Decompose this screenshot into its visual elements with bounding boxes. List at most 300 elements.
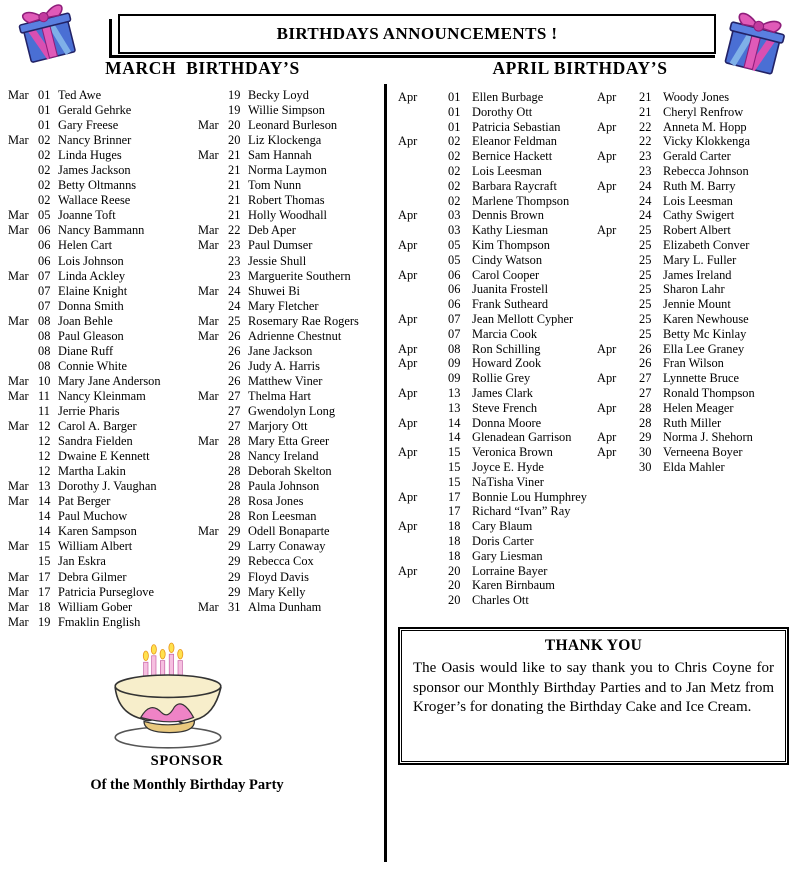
birthday-row bbox=[198, 238, 388, 253]
day-number: 06 bbox=[38, 238, 51, 253]
birthday-row bbox=[8, 178, 198, 193]
month-label bbox=[398, 120, 448, 135]
thank-you-inner bbox=[401, 630, 786, 762]
day-number: 06 bbox=[448, 267, 461, 282]
day-number: 21 bbox=[639, 104, 652, 119]
person-name: Judy A. Harris bbox=[248, 358, 320, 373]
person-name: Karen Sampson bbox=[58, 524, 137, 539]
person-name: NaTisha Viner bbox=[472, 474, 544, 489]
person-name: Willie Simpson bbox=[248, 103, 325, 118]
birthday-row bbox=[597, 342, 797, 357]
birthday-row bbox=[8, 208, 198, 223]
birthday-row bbox=[597, 208, 797, 223]
day-number: 14 bbox=[38, 494, 51, 509]
birthday-row bbox=[398, 593, 598, 608]
person-name: Fmaklin English bbox=[58, 614, 141, 629]
birthday-row bbox=[198, 88, 388, 103]
day-number: 26 bbox=[639, 341, 652, 356]
day-number: 12 bbox=[38, 464, 51, 479]
birthday-row bbox=[198, 524, 388, 539]
birthday-row bbox=[198, 419, 388, 434]
day-number: 26 bbox=[228, 373, 241, 388]
day-number: 15 bbox=[448, 445, 461, 460]
month-label: Mar bbox=[198, 328, 219, 343]
person-name: Fran Wilson bbox=[663, 356, 724, 371]
person-name: Gary Liesman bbox=[472, 548, 543, 563]
person-name: Bonnie Lou Humphrey bbox=[472, 489, 587, 504]
person-name: Jerrie Pharis bbox=[58, 403, 120, 418]
day-number: 05 bbox=[38, 208, 51, 223]
birthday-row bbox=[198, 103, 388, 118]
birthday-row bbox=[8, 554, 198, 569]
person-name: Ella Lee Graney bbox=[663, 341, 745, 356]
person-name: Ruth M. Barry bbox=[663, 178, 736, 193]
month-label: Apr bbox=[398, 267, 418, 282]
person-name: Charles Ott bbox=[472, 593, 529, 608]
day-number: 15 bbox=[38, 554, 51, 569]
month-label: Apr bbox=[597, 445, 617, 460]
day-number: 08 bbox=[448, 341, 461, 356]
day-number: 02 bbox=[448, 149, 461, 164]
month-label: Mar bbox=[198, 599, 219, 614]
person-name: Vicky Klokkenga bbox=[663, 134, 751, 149]
birthday-row bbox=[8, 615, 198, 630]
birthday-row bbox=[8, 344, 198, 359]
month-label bbox=[597, 327, 639, 342]
month-label bbox=[8, 554, 38, 569]
birthday-row bbox=[8, 570, 198, 585]
person-name: James Clark bbox=[472, 385, 533, 400]
month-label bbox=[198, 539, 228, 554]
month-label bbox=[198, 299, 228, 314]
person-name: Frank Sutheard bbox=[472, 297, 549, 312]
person-name: Joanne Toft bbox=[58, 208, 116, 223]
birthday-row bbox=[597, 134, 797, 149]
day-number: 27 bbox=[228, 419, 241, 434]
month-label: Apr bbox=[398, 445, 418, 460]
day-number: 07 bbox=[38, 298, 51, 313]
birthday-row bbox=[597, 179, 797, 194]
month-label bbox=[198, 344, 228, 359]
month-label bbox=[198, 554, 228, 569]
birthday-row bbox=[198, 434, 388, 449]
month-label bbox=[198, 208, 228, 223]
day-number: 31 bbox=[228, 599, 241, 614]
month-label: Mar bbox=[198, 223, 219, 238]
birthday-row bbox=[597, 282, 797, 297]
day-number: 25 bbox=[639, 311, 652, 326]
birthday-row bbox=[398, 164, 598, 179]
day-number: 24 bbox=[639, 208, 652, 223]
thank-you-body: The Oasis would like to say thank you to Chris Coyne for sponsor our Monthly Birthday Parties and to Jan Metz from Kroger’s for donating the Birthday Cake and Ice Cream. bbox=[413, 660, 774, 715]
birthday-row bbox=[398, 268, 598, 283]
birthday-row bbox=[398, 179, 598, 194]
day-number: 29 bbox=[228, 554, 241, 569]
person-name: Larry Conaway bbox=[248, 539, 326, 554]
month-label bbox=[597, 386, 639, 401]
day-number: 24 bbox=[228, 283, 241, 298]
month-label: Mar bbox=[198, 118, 219, 133]
person-name: Jessie Shull bbox=[248, 253, 307, 268]
day-number: 28 bbox=[228, 494, 241, 509]
day-number: 19 bbox=[228, 103, 241, 118]
person-name: Deborah Skelton bbox=[248, 464, 332, 479]
person-name: Liz Klockenga bbox=[248, 133, 322, 148]
month-label: Apr bbox=[398, 489, 418, 504]
day-number: 21 bbox=[228, 208, 241, 223]
person-name: Sandra Fielden bbox=[58, 434, 133, 449]
birthday-row bbox=[398, 208, 598, 223]
person-name: Paul Dumser bbox=[248, 238, 313, 253]
month-label: Apr bbox=[398, 237, 418, 252]
birthday-row bbox=[597, 430, 797, 445]
birthday-row bbox=[597, 223, 797, 238]
person-name: Mary Kelly bbox=[248, 584, 306, 599]
day-number: 15 bbox=[38, 539, 51, 554]
month-label bbox=[398, 105, 448, 120]
birthday-row bbox=[198, 178, 388, 193]
person-name: Mary Etta Greer bbox=[248, 434, 330, 449]
month-label bbox=[8, 464, 38, 479]
person-name: Gerald Gehrke bbox=[58, 103, 132, 118]
birthday-row bbox=[398, 490, 598, 505]
birthday-row bbox=[597, 371, 797, 386]
day-number: 21 bbox=[228, 193, 241, 208]
birthday-row bbox=[8, 509, 198, 524]
day-number: 28 bbox=[228, 449, 241, 464]
person-name: Elizabeth Conver bbox=[663, 237, 750, 252]
birthday-row bbox=[198, 404, 388, 419]
day-number: 13 bbox=[38, 479, 51, 494]
day-number: 13 bbox=[448, 400, 461, 415]
day-number: 08 bbox=[38, 328, 51, 343]
birthday-row bbox=[198, 299, 388, 314]
month-label bbox=[198, 269, 228, 284]
month-label: Mar bbox=[8, 584, 29, 599]
birthday-row bbox=[398, 253, 598, 268]
birthday-row bbox=[8, 494, 198, 509]
day-number: 18 bbox=[38, 599, 51, 614]
day-number: 12 bbox=[38, 419, 51, 434]
day-number: 27 bbox=[639, 371, 652, 386]
month-label: Mar bbox=[8, 539, 29, 554]
birthday-row bbox=[198, 585, 388, 600]
birthday-row bbox=[398, 371, 598, 386]
person-name: Ronald Thompson bbox=[663, 385, 755, 400]
month-label: Apr bbox=[398, 385, 418, 400]
person-name: Doris Carter bbox=[472, 533, 534, 548]
day-number: 23 bbox=[639, 163, 652, 178]
month-label bbox=[597, 134, 639, 149]
day-number: 03 bbox=[448, 223, 461, 238]
month-label: Apr bbox=[597, 90, 617, 104]
month-label bbox=[597, 208, 639, 223]
month-label bbox=[398, 401, 448, 416]
month-label: Apr bbox=[597, 400, 617, 415]
person-name: Lois Leesman bbox=[663, 193, 733, 208]
birthday-row bbox=[8, 193, 198, 208]
month-label bbox=[398, 282, 448, 297]
day-number: 06 bbox=[38, 223, 51, 238]
day-number: 09 bbox=[448, 356, 461, 371]
birthday-row bbox=[398, 549, 598, 564]
day-number: 20 bbox=[448, 563, 461, 578]
month-label bbox=[198, 133, 228, 148]
person-name: Donna Moore bbox=[472, 415, 542, 430]
birthday-row bbox=[398, 312, 598, 327]
person-name: Juanita Frostell bbox=[472, 282, 549, 297]
person-name: Anneta M. Hopp bbox=[663, 119, 747, 134]
month-label bbox=[8, 118, 38, 133]
march-heading: MARCH BIRTHDAY’S bbox=[105, 58, 300, 78]
person-name: Marlene Thompson bbox=[472, 193, 570, 208]
person-name: James Jackson bbox=[58, 163, 131, 178]
month-label: Mar bbox=[198, 238, 219, 253]
birthday-row bbox=[597, 194, 797, 209]
month-label: Mar bbox=[198, 313, 219, 328]
month-label bbox=[8, 238, 38, 253]
person-name: Rosemary Rae Rogers bbox=[248, 313, 359, 328]
person-name: Marjory Ott bbox=[248, 419, 308, 434]
day-number: 11 bbox=[38, 388, 50, 403]
month-label bbox=[597, 238, 639, 253]
day-number: 28 bbox=[228, 509, 241, 524]
birthday-cake-icon bbox=[104, 638, 232, 752]
birthday-row bbox=[8, 539, 198, 554]
day-number: 29 bbox=[228, 584, 241, 599]
month-label bbox=[597, 282, 639, 297]
person-name: Debra Gilmer bbox=[58, 569, 127, 584]
month-label bbox=[597, 105, 639, 120]
person-name: Cary Blaum bbox=[472, 519, 533, 534]
person-name: Elda Mahler bbox=[663, 459, 725, 474]
month-label bbox=[398, 223, 448, 238]
month-label bbox=[198, 585, 228, 600]
month-label bbox=[398, 179, 448, 194]
person-name: Rollie Grey bbox=[472, 371, 531, 386]
day-number: 20 bbox=[448, 578, 461, 593]
birthday-row bbox=[597, 401, 797, 416]
birthday-row bbox=[8, 449, 198, 464]
month-label: Mar bbox=[198, 434, 219, 449]
month-label: Mar bbox=[8, 268, 29, 283]
person-name: Odell Bonaparte bbox=[248, 524, 330, 539]
person-name: William Gober bbox=[58, 599, 133, 614]
birthday-row bbox=[398, 105, 598, 120]
month-label: Mar bbox=[8, 569, 29, 584]
person-name: Helen Cart bbox=[58, 238, 113, 253]
day-number: 01 bbox=[38, 118, 51, 133]
day-number: 23 bbox=[228, 238, 241, 253]
birthday-row bbox=[198, 208, 388, 223]
month-label bbox=[198, 464, 228, 479]
birthday-row bbox=[398, 297, 598, 312]
month-label: Apr bbox=[398, 134, 418, 149]
birthday-row bbox=[8, 479, 198, 494]
birthday-row bbox=[597, 268, 797, 283]
person-name: Dorothy J. Vaughan bbox=[58, 479, 157, 494]
month-label bbox=[398, 549, 448, 564]
month-label bbox=[8, 359, 38, 374]
day-number: 28 bbox=[639, 400, 652, 415]
day-number: 01 bbox=[38, 103, 51, 118]
person-name: Pat Berger bbox=[58, 494, 111, 509]
day-number: 18 bbox=[448, 548, 461, 563]
birthday-row bbox=[198, 329, 388, 344]
month-label: Mar bbox=[8, 133, 29, 148]
person-name: Eleanor Feldman bbox=[472, 134, 557, 149]
month-label bbox=[597, 297, 639, 312]
birthday-row bbox=[597, 105, 797, 120]
day-number: 01 bbox=[448, 119, 461, 134]
birthday-row bbox=[398, 238, 598, 253]
month-label bbox=[8, 329, 38, 344]
day-number: 22 bbox=[639, 134, 652, 149]
person-name: Carol Cooper bbox=[472, 267, 540, 282]
day-number: 06 bbox=[448, 297, 461, 312]
birthday-row bbox=[198, 148, 388, 163]
birthday-row bbox=[198, 464, 388, 479]
day-number: 07 bbox=[38, 268, 51, 283]
month-label bbox=[8, 524, 38, 539]
birthday-row bbox=[597, 238, 797, 253]
month-label: Mar bbox=[8, 494, 29, 509]
month-label: Apr bbox=[398, 341, 418, 356]
month-label bbox=[398, 253, 448, 268]
month-label: Mar bbox=[198, 148, 219, 163]
birthday-row bbox=[597, 90, 797, 105]
birthday-row bbox=[398, 578, 598, 593]
person-name: Gerald Carter bbox=[663, 149, 731, 164]
person-name: Norma Laymon bbox=[248, 163, 327, 178]
person-name: Helen Meager bbox=[663, 400, 734, 415]
day-number: 25 bbox=[639, 326, 652, 341]
birthday-row bbox=[8, 133, 198, 148]
person-name: Marcia Cook bbox=[472, 326, 538, 341]
birthday-row bbox=[398, 564, 598, 579]
month-label bbox=[597, 268, 639, 283]
person-name: Karen Birnbaum bbox=[472, 578, 555, 593]
person-name: Cindy Watson bbox=[472, 252, 543, 267]
month-label bbox=[398, 164, 448, 179]
birthday-row bbox=[198, 118, 388, 133]
birthday-row bbox=[198, 570, 388, 585]
person-name: Shuwei Bi bbox=[248, 283, 300, 298]
person-name: Robert Thomas bbox=[248, 193, 325, 208]
birthday-row bbox=[8, 389, 198, 404]
month-label bbox=[398, 504, 448, 519]
birthday-row bbox=[198, 133, 388, 148]
person-name: Donna Smith bbox=[58, 298, 124, 313]
day-number: 20 bbox=[448, 593, 461, 608]
month-label bbox=[198, 88, 228, 103]
person-name: Linda Huges bbox=[58, 148, 122, 163]
day-number: 08 bbox=[38, 358, 51, 373]
person-name: Karen Newhouse bbox=[663, 311, 749, 326]
person-name: Mary Fletcher bbox=[248, 298, 319, 313]
month-label bbox=[398, 534, 448, 549]
person-name: Paul Muchow bbox=[58, 509, 128, 524]
month-label: Apr bbox=[398, 415, 418, 430]
birthday-row bbox=[398, 401, 598, 416]
month-label: Mar bbox=[8, 479, 29, 494]
person-name: Glenadean Garrison bbox=[472, 430, 572, 445]
month-label bbox=[8, 148, 38, 163]
birthday-row bbox=[8, 284, 198, 299]
month-label: Mar bbox=[8, 313, 29, 328]
day-number: 15 bbox=[448, 474, 461, 489]
day-number: 22 bbox=[228, 223, 241, 238]
month-label: Apr bbox=[597, 223, 617, 238]
person-name: Nancy Brinner bbox=[58, 133, 132, 148]
month-label: Mar bbox=[198, 283, 219, 298]
month-label: Apr bbox=[398, 563, 418, 578]
birthday-row bbox=[597, 327, 797, 342]
month-label bbox=[8, 449, 38, 464]
month-label bbox=[398, 149, 448, 164]
person-name: James Ireland bbox=[663, 267, 732, 282]
birthday-row bbox=[198, 284, 388, 299]
birthday-row bbox=[8, 464, 198, 479]
person-name: Ted Awe bbox=[58, 88, 102, 102]
month-label bbox=[597, 164, 639, 179]
birthday-row bbox=[8, 238, 198, 253]
birthday-row bbox=[8, 103, 198, 118]
person-name: Dennis Brown bbox=[472, 208, 544, 223]
march-list-col1 bbox=[8, 88, 198, 630]
birthday-row bbox=[198, 374, 388, 389]
day-number: 02 bbox=[38, 163, 51, 178]
person-name: Bernice Hackett bbox=[472, 149, 553, 164]
day-number: 21 bbox=[228, 178, 241, 193]
gift-icon bbox=[716, 8, 792, 78]
person-name: Jane Jackson bbox=[248, 343, 313, 358]
thank-you-heading: THANK YOU bbox=[544, 637, 643, 654]
birthday-row bbox=[398, 90, 598, 105]
day-number: 25 bbox=[639, 237, 652, 252]
birthday-row bbox=[198, 359, 388, 374]
day-number: 25 bbox=[639, 297, 652, 312]
page-title: BIRTHDAYS ANNOUNCEMENTS ! bbox=[276, 24, 558, 43]
month-label bbox=[8, 509, 38, 524]
month-label: Apr bbox=[398, 356, 418, 371]
birthday-row bbox=[398, 282, 598, 297]
birthday-row bbox=[8, 329, 198, 344]
birthday-row bbox=[597, 416, 797, 431]
month-label bbox=[8, 284, 38, 299]
month-label bbox=[8, 254, 38, 269]
day-number: 30 bbox=[639, 445, 652, 460]
month-label: Mar bbox=[8, 88, 29, 102]
month-label: Mar bbox=[8, 223, 29, 238]
person-name: Mary Jane Anderson bbox=[58, 373, 161, 388]
person-name: Carol A. Barger bbox=[58, 419, 137, 434]
day-number: 30 bbox=[639, 459, 652, 474]
day-number: 29 bbox=[228, 539, 241, 554]
month-label bbox=[597, 356, 639, 371]
birthday-row bbox=[8, 254, 198, 269]
person-name: Jennie Mount bbox=[663, 297, 731, 312]
person-name: Patricia Sebastian bbox=[472, 119, 561, 134]
day-number: 14 bbox=[448, 415, 461, 430]
month-label: Apr bbox=[597, 178, 617, 193]
person-name: Holly Woodhall bbox=[248, 208, 327, 223]
person-name: Wallace Reese bbox=[58, 193, 131, 208]
month-label bbox=[198, 449, 228, 464]
month-label bbox=[8, 434, 38, 449]
day-number: 07 bbox=[38, 283, 51, 298]
day-number: 08 bbox=[38, 343, 51, 358]
